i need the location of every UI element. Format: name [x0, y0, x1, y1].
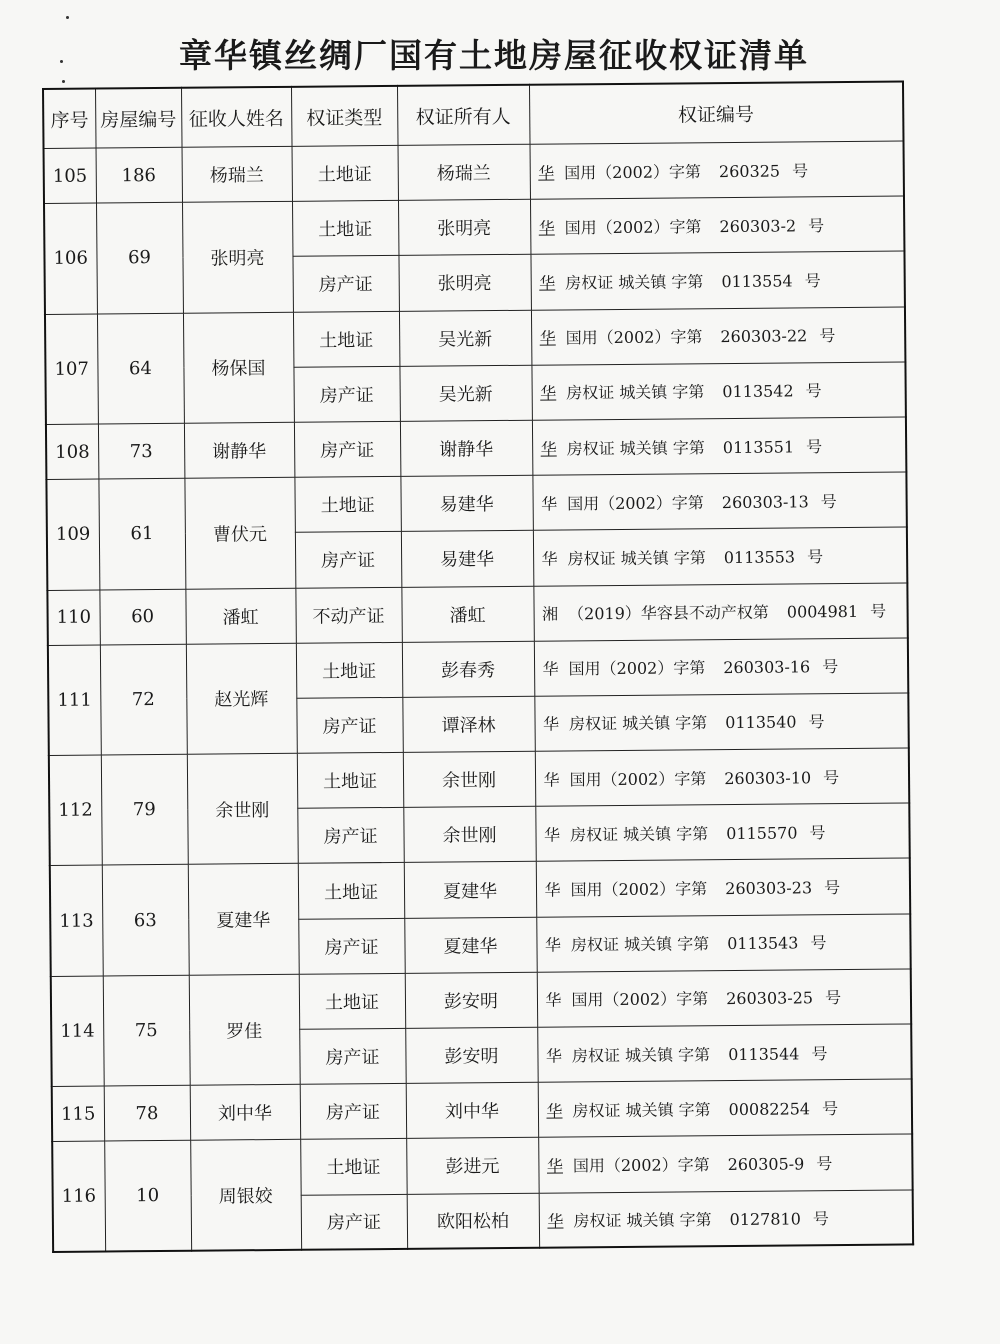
- cert-type-cell: 房产证: [292, 256, 398, 312]
- cert-type-cell: 房产证: [294, 421, 400, 477]
- house-no-cell: 72: [100, 644, 187, 755]
- cert-owner-cell: 张明亮: [398, 199, 530, 255]
- expropriatee-cell: 潘虹: [185, 588, 295, 644]
- cert-number-cell: [536, 914, 910, 972]
- house-no-cell: 79: [101, 754, 188, 865]
- cert-suffix: 号: [809, 823, 826, 843]
- certificate-table: [42, 80, 914, 1253]
- cert-suffix: 号: [811, 1043, 828, 1063]
- cert-type-cell: 土地证: [297, 752, 403, 808]
- cert-type-text: 房权证 城关镇 字第: [566, 382, 705, 403]
- expropriatee-cell: 杨保国: [183, 312, 294, 423]
- cert-prefix: 华: [546, 1101, 563, 1121]
- seq-cell: 111: [48, 645, 101, 756]
- cert-serial: 0113540: [725, 712, 797, 733]
- cert-serial: 260303-13: [721, 492, 809, 512]
- header-cert-number: 权证编号: [529, 81, 904, 144]
- cert-type-text: 国用（2002）字第: [571, 989, 709, 1010]
- cert-type-cell: 土地证: [293, 311, 399, 367]
- table-row: [47, 582, 907, 645]
- table-row: [46, 472, 906, 535]
- certificate-table-sheet: [42, 80, 912, 1253]
- cert-type-cell: 房产证: [299, 1028, 405, 1084]
- cert-owner-cell: 吴光新: [399, 310, 531, 366]
- expropriatee-cell: 罗佳: [189, 974, 300, 1085]
- cert-serial: 260303-16: [723, 657, 811, 678]
- cert-serial: 260325: [718, 161, 781, 181]
- seq-cell: 113: [50, 865, 103, 976]
- table-row: [44, 196, 904, 259]
- expropriatee-cell: 周银姣: [190, 1140, 301, 1251]
- cert-type-cell: 土地证: [298, 863, 404, 919]
- cert-type-cell: 土地证: [294, 477, 400, 533]
- cert-number-cell: [538, 1079, 912, 1137]
- cert-number-cell: [537, 1024, 911, 1082]
- cert-prefix: 华: [543, 770, 560, 790]
- cert-owner-cell: 彭进元: [406, 1138, 538, 1194]
- expropriatee-cell: 夏建华: [188, 864, 299, 975]
- cert-suffix: 号: [812, 1209, 829, 1229]
- house-no-cell: 69: [96, 202, 183, 313]
- cert-number-cell: [537, 969, 911, 1027]
- expropriatee-cell: 曹伏元: [184, 477, 295, 588]
- cert-prefix: 华: [540, 383, 557, 404]
- cert-owner-cell: 彭春秀: [402, 641, 534, 697]
- cert-suffix: 号: [805, 381, 822, 401]
- cert-owner-cell: 夏建华: [404, 917, 536, 973]
- cert-type-text: 国用（2002）字第: [572, 1155, 710, 1176]
- seq-cell: 115: [52, 1086, 104, 1142]
- cert-prefix: 华: [541, 494, 558, 514]
- cert-serial: 0113543: [727, 933, 799, 954]
- header-expropriatee: 征收人姓名: [181, 87, 292, 147]
- house-no-cell: 60: [99, 589, 185, 645]
- cert-prefix: 华: [539, 273, 556, 293]
- cert-type-text: 房权证 城关镇 字第: [567, 548, 706, 569]
- cert-serial: 0004981: [786, 601, 859, 622]
- table-row: [46, 417, 906, 480]
- seq-cell: 109: [46, 479, 99, 590]
- cert-owner-cell: 潘虹: [401, 586, 533, 642]
- seq-cell: 112: [49, 755, 102, 866]
- cert-type-text: 国用（2002）字第: [567, 492, 704, 514]
- cert-suffix: 号: [823, 767, 840, 787]
- cert-owner-cell: 杨瑞兰: [398, 144, 530, 200]
- cert-prefix: 华: [546, 1156, 564, 1176]
- cert-owner-cell: 张明亮: [398, 255, 530, 311]
- cert-type-cell: 土地证: [299, 973, 405, 1029]
- table-row: [45, 307, 905, 370]
- cert-serial: 0113551: [722, 436, 795, 457]
- cert-owner-cell: 易建华: [400, 475, 532, 531]
- table-row: [44, 141, 904, 204]
- cert-type-text: 国用（2002）字第: [568, 658, 706, 679]
- cert-prefix: 华: [541, 549, 558, 569]
- cert-serial: 260303-25: [726, 988, 814, 1009]
- cert-type-text: 房权证 城关镇 字第: [570, 934, 710, 955]
- table-row: [50, 858, 910, 921]
- cert-prefix: 湘: [542, 604, 559, 624]
- cert-type-cell: 房产证: [298, 918, 404, 974]
- cert-suffix: 号: [816, 1154, 833, 1174]
- expropriatee-cell: 刘中华: [190, 1084, 300, 1140]
- cert-type-cell: 土地证: [292, 201, 398, 257]
- scan-speck: [66, 16, 69, 19]
- table-row: [49, 748, 909, 811]
- cert-serial: 00082254: [728, 1099, 811, 1119]
- cert-owner-cell: 谢静华: [400, 420, 532, 476]
- cert-prefix: 华: [542, 659, 559, 679]
- header-house-no: 房屋编号: [95, 88, 182, 148]
- cert-suffix: 号: [820, 491, 837, 511]
- house-no-cell: 63: [102, 865, 189, 976]
- cert-type-cell: 土地证: [300, 1139, 406, 1195]
- cert-type-text: 国用（2002）字第: [564, 161, 702, 183]
- cert-suffix: 号: [822, 657, 839, 677]
- cert-type-cell: 房产证: [301, 1194, 407, 1250]
- cert-number-cell: [539, 1190, 913, 1248]
- cert-type-text: 房权证 城关镇 字第: [565, 272, 704, 293]
- cert-type-cell: 土地证: [292, 145, 398, 201]
- cert-serial: 0113542: [722, 381, 794, 402]
- cert-owner-cell: 刘中华: [406, 1082, 538, 1138]
- table-row: [48, 638, 908, 701]
- house-no-cell: 78: [104, 1085, 190, 1141]
- cert-prefix: 华: [545, 1046, 563, 1066]
- cert-number-cell: [532, 472, 906, 530]
- cert-number-cell: [530, 141, 904, 199]
- cert-type-text: （2019）华容县不动产权第: [568, 602, 769, 624]
- cert-prefix: 华: [538, 163, 555, 183]
- cert-type-text: 房权证 城关镇 字第: [571, 1044, 711, 1066]
- cert-prefix: 华: [547, 1211, 564, 1231]
- cert-number-cell: [531, 307, 905, 365]
- cert-suffix: 号: [808, 215, 825, 236]
- cert-number-cell: [533, 527, 907, 585]
- seq-cell: 106: [44, 203, 97, 314]
- cert-type-text: 国用（2002）字第: [569, 768, 707, 790]
- header-cert-type: 权证类型: [291, 86, 398, 146]
- cert-number-cell: [538, 1134, 912, 1192]
- house-no-cell: 64: [97, 313, 184, 424]
- cert-prefix: 华: [539, 328, 556, 348]
- page-title: 章华镇丝绸厂国有土地房屋征收权证清单: [179, 36, 809, 75]
- cert-owner-cell: 彭安明: [405, 972, 537, 1028]
- cert-suffix: 号: [824, 878, 841, 898]
- table-row: [52, 1079, 912, 1142]
- cert-prefix: 华: [545, 990, 562, 1011]
- seq-cell: 107: [45, 314, 98, 425]
- house-no-cell: 73: [98, 423, 184, 479]
- cert-serial: 260305-9: [727, 1154, 805, 1175]
- cert-owner-cell: 彭安明: [405, 1027, 537, 1083]
- cert-owner-cell: 易建华: [401, 531, 533, 587]
- cert-number-cell: [536, 858, 910, 916]
- cert-serial: 260303-22: [720, 326, 808, 347]
- expropriatee-cell: 张明亮: [182, 202, 293, 313]
- house-no-cell: 10: [104, 1141, 191, 1252]
- cert-owner-cell: 余世刚: [403, 806, 535, 862]
- cert-type-cell: 房产证: [293, 366, 399, 422]
- header-seq: 序号: [43, 89, 96, 149]
- seq-cell: 108: [46, 424, 98, 480]
- cert-number-cell: [535, 748, 909, 806]
- cert-owner-cell: 余世刚: [403, 751, 535, 807]
- expropriatee-cell: 谢静华: [184, 422, 294, 478]
- cert-owner-cell: 欧阳松柏: [407, 1193, 539, 1249]
- cert-type-text: 国用（2002）字第: [565, 327, 703, 348]
- cert-suffix: 号: [819, 326, 836, 346]
- cert-type-text: 房权证 城关镇 字第: [569, 824, 709, 845]
- house-no-cell: 61: [98, 478, 185, 589]
- cert-type-text: 房权证 城关镇 字第: [568, 713, 708, 734]
- cert-type-text: 国用（2002）字第: [570, 879, 708, 900]
- table-row: [51, 969, 911, 1032]
- cert-suffix: 号: [804, 271, 821, 291]
- cert-serial: 0127810: [729, 1209, 801, 1229]
- cert-serial: 260303-10: [724, 767, 812, 788]
- cert-serial: 0113553: [723, 547, 796, 567]
- seq-cell: 105: [44, 148, 96, 204]
- cert-type-text: 房权证 城关镇 字第: [572, 1099, 711, 1121]
- cert-serial: 0113554: [721, 271, 793, 292]
- cert-number-cell: [532, 417, 906, 475]
- expropriatee-cell: 余世刚: [187, 753, 298, 864]
- cert-suffix: 号: [808, 712, 825, 732]
- cert-serial: 0113544: [728, 1044, 800, 1064]
- cert-prefix: 华: [542, 714, 560, 735]
- cert-prefix: 华: [544, 880, 561, 900]
- cert-number-cell: [534, 693, 908, 751]
- cert-prefix: 华: [540, 439, 557, 459]
- cert-number-cell: [533, 582, 907, 640]
- cert-serial: 260303-2: [719, 216, 797, 236]
- cert-type-text: 房权证 城关镇 字第: [566, 437, 705, 458]
- seq-cell: 110: [47, 590, 99, 646]
- cert-owner-cell: 夏建华: [404, 862, 536, 918]
- seq-cell: 114: [51, 976, 104, 1087]
- cert-number-cell: [535, 803, 909, 861]
- expropriatee-cell: 赵光辉: [186, 643, 297, 754]
- cert-suffix: 号: [824, 988, 842, 1008]
- cert-type-cell: 不动产证: [295, 587, 401, 643]
- scan-speck: [62, 80, 65, 83]
- cert-suffix: 号: [810, 933, 827, 953]
- cert-type-text: 房权证 城关镇 字第: [573, 1210, 712, 1231]
- cert-number-cell: [530, 196, 904, 254]
- cert-suffix: 号: [870, 601, 887, 621]
- cert-type-text: 国用（2002）字第: [564, 217, 702, 238]
- cert-suffix: 号: [791, 160, 809, 181]
- cert-prefix: 华: [544, 935, 562, 955]
- cert-prefix: 华: [543, 825, 561, 845]
- cert-number-cell: [534, 638, 908, 696]
- cert-owner-cell: 谭泽林: [402, 696, 534, 752]
- house-no-cell: 186: [96, 147, 182, 203]
- house-no-cell: 75: [103, 975, 190, 1086]
- cert-number-cell: [531, 362, 905, 420]
- table-row: [52, 1134, 912, 1197]
- table-body: [44, 141, 914, 1252]
- cert-prefix: 华: [538, 218, 555, 238]
- cert-suffix: 号: [821, 1098, 839, 1119]
- cert-type-cell: 房产证: [300, 1084, 406, 1140]
- seq-cell: 116: [52, 1141, 105, 1252]
- cert-number-cell: [530, 251, 904, 309]
- cert-serial: 0115570: [726, 823, 798, 843]
- cert-owner-cell: 吴光新: [399, 365, 531, 421]
- cert-suffix: 号: [806, 436, 823, 456]
- cert-type-cell: 房产证: [297, 808, 403, 864]
- cert-serial: 260303-23: [725, 878, 813, 899]
- cert-type-cell: 土地证: [296, 642, 402, 698]
- cert-type-cell: 房产证: [295, 532, 401, 588]
- cert-type-cell: 房产证: [296, 697, 402, 753]
- expropriatee-cell: 杨瑞兰: [182, 146, 292, 202]
- table-header-row: [43, 81, 903, 148]
- header-cert-owner: 权证所有人: [397, 85, 530, 146]
- cert-suffix: 号: [806, 547, 824, 567]
